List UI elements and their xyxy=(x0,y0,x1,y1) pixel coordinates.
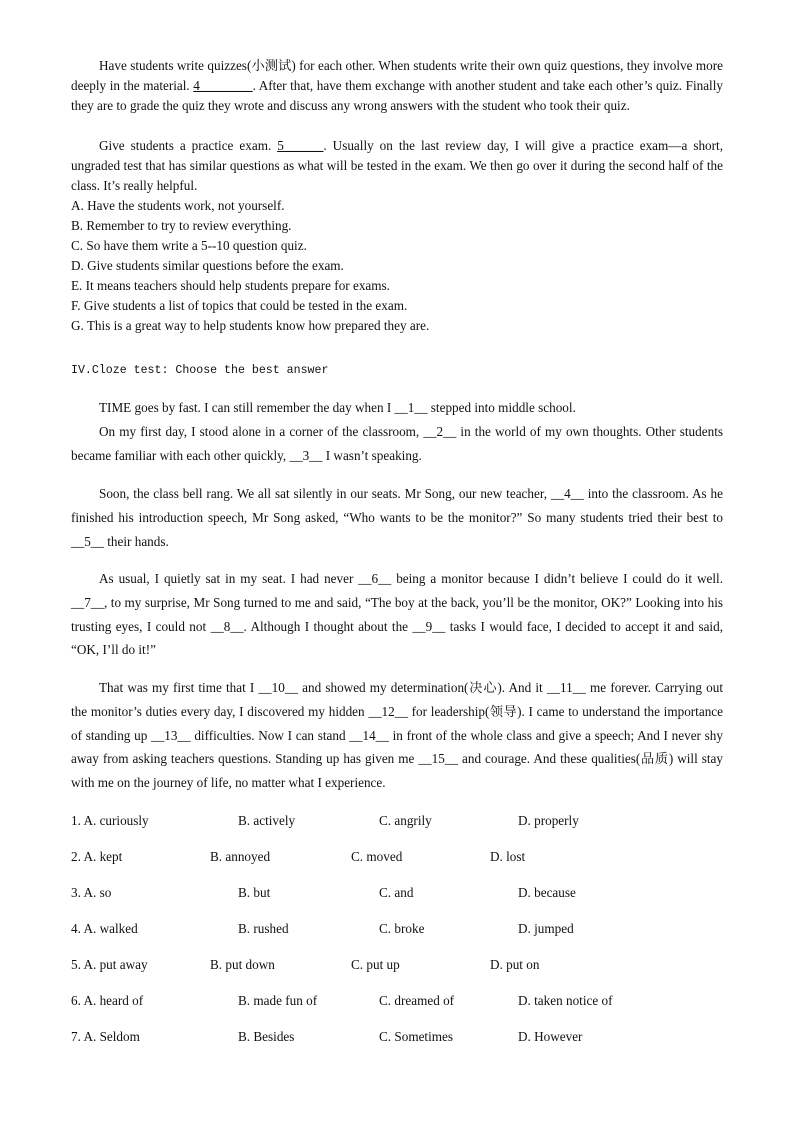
question-row-6 xyxy=(71,991,723,1011)
cloze-paragraph-1: TIME goes by fast. I can still remember the day when I __1__ stepped into middle school. xyxy=(99,400,576,415)
question-2-option-d: D. lost xyxy=(490,849,526,864)
option-b: B. Remember to try to review everything. xyxy=(71,218,292,233)
question-3-option-d: D. because xyxy=(518,885,576,900)
question-4-option-a: 4. A. walked xyxy=(71,921,138,936)
option-c: C. So have them write a 5--10 question quiz. xyxy=(71,238,307,253)
question-5-option-a: 5. A. put away xyxy=(71,957,148,972)
question-1-option-d: D. properly xyxy=(518,813,579,828)
question-7-option-b: B. Besides xyxy=(238,1029,295,1044)
question-6-option-a: 6. A. heard of xyxy=(71,993,144,1008)
option-d: D. Give students similar questions before the exam. xyxy=(71,258,344,273)
question-3-option-b: B. but xyxy=(238,885,271,900)
question-1-option-b: B. actively xyxy=(238,813,296,828)
option-a: A. Have the students work, not yourself. xyxy=(71,198,285,213)
reading-p1-text-before: Have students write quizzes(小测试) for each other. When students write their own quiz questions, they involve more deeply in the material. xyxy=(71,58,723,93)
question-7-option-d: D. However xyxy=(518,1029,583,1044)
question-7-option-c: C. Sometimes xyxy=(379,1029,453,1044)
cloze-paragraph-4: As usual, I quietly sat in my seat. I had never __6__ being a monitor because I didn’t believe I could do it well. __7__, to my surprise, Mr Song turned to me and said, “The boy at the back, you’ll be the monitor, OK?” Looking into his trusting eyes, I could not __8__. Although I thought about the __9__ tasks I would face, I decided to accept it and said, “OK, I’ll do it!” xyxy=(71,571,723,658)
option-g: G. This is a great way to help students know how prepared they are. xyxy=(71,318,430,333)
reading-paragraph-2 xyxy=(71,136,723,196)
question-row-7 xyxy=(71,1027,723,1047)
blank-4: 4________ xyxy=(193,78,253,93)
reading-paragraph-1 xyxy=(71,56,723,116)
question-2-option-c: C. moved xyxy=(351,849,403,864)
question-row-5 xyxy=(71,955,723,975)
question-row-2 xyxy=(71,847,723,867)
question-6-option-c: C. dreamed of xyxy=(379,993,455,1008)
option-e: E. It means teachers should help students prepare for exams. xyxy=(71,278,390,293)
question-5-option-b: B. put down xyxy=(210,957,275,972)
question-row-3 xyxy=(71,883,723,903)
question-2-option-b: B. annoyed xyxy=(210,849,271,864)
question-4-option-c: C. broke xyxy=(379,921,425,936)
question-6-option-d: D. taken notice of xyxy=(518,993,613,1008)
option-f: F. Give students a list of topics that could be tested in the exam. xyxy=(71,298,408,313)
question-3-option-c: C. and xyxy=(379,885,414,900)
question-3-option-a: 3. A. so xyxy=(71,885,112,900)
question-6-option-b: B. made fun of xyxy=(238,993,318,1008)
blank-5: 5______ xyxy=(277,138,324,153)
question-5-option-d: D. put on xyxy=(490,957,540,972)
question-row-4 xyxy=(71,919,723,939)
question-7-option-a: 7. A. Seldom xyxy=(71,1029,140,1044)
question-4-option-d: D. jumped xyxy=(518,921,574,936)
cloze-paragraph-3: Soon, the class bell rang. We all sat silently in our seats. Mr Song, our new teacher, __4__ into the classroom. As he finished his introduction speech, Mr Song asked, “Who wants to be the monitor?” So many students tried their best to __5__ their hands. xyxy=(71,486,723,549)
question-2-option-a: 2. A. kept xyxy=(71,849,123,864)
question-4-option-b: B. rushed xyxy=(238,921,289,936)
cloze-paragraph-2: On my first day, I stood alone in a corner of the classroom, __2__ in the world of my own thoughts. Other students became familiar with each other quickly, __3__ I wasn’t speaking. xyxy=(71,424,723,463)
question-1-option-a: 1. A. curiously xyxy=(71,813,149,828)
reading-p1-text-after: . After that, have them exchange with another student and take each other’s quiz. Finally they are to grade the quiz they wrote and discuss any wrong answers with the student who took their quiz. xyxy=(71,78,723,113)
cloze-paragraph-5: That was my first time that I __10__ and showed my determination(决心). And it __11__ me forever. Carrying out the monitor’s duties every day, I discovered my hidden __12__ for leadership(领导). I came to understand the importance of standing up __13__ difficulties. Now I can stand __14__ in front of the whole class and give a speech; And I never shy away from asking teachers questions. Standing up has given me __15__ and courage. And these qualities(品质) will stay with me on the journey of life, no matter what I experience. xyxy=(71,680,723,791)
reading-p2-text-after: . Usually on the last review day, I will give a practice exam—a short, ungraded test that has similar questions as what will be tested in the exam. We then go over it during the second half of the class. It’s really helpful. xyxy=(71,138,723,193)
reading-p2-text-before: Give students a practice exam. xyxy=(99,138,278,153)
question-5-option-c: C. put up xyxy=(351,957,400,972)
question-row-1 xyxy=(71,811,723,831)
question-1-option-c: C. angrily xyxy=(379,813,432,828)
section-title: IV.Cloze test: Choose the best answer xyxy=(71,364,329,377)
